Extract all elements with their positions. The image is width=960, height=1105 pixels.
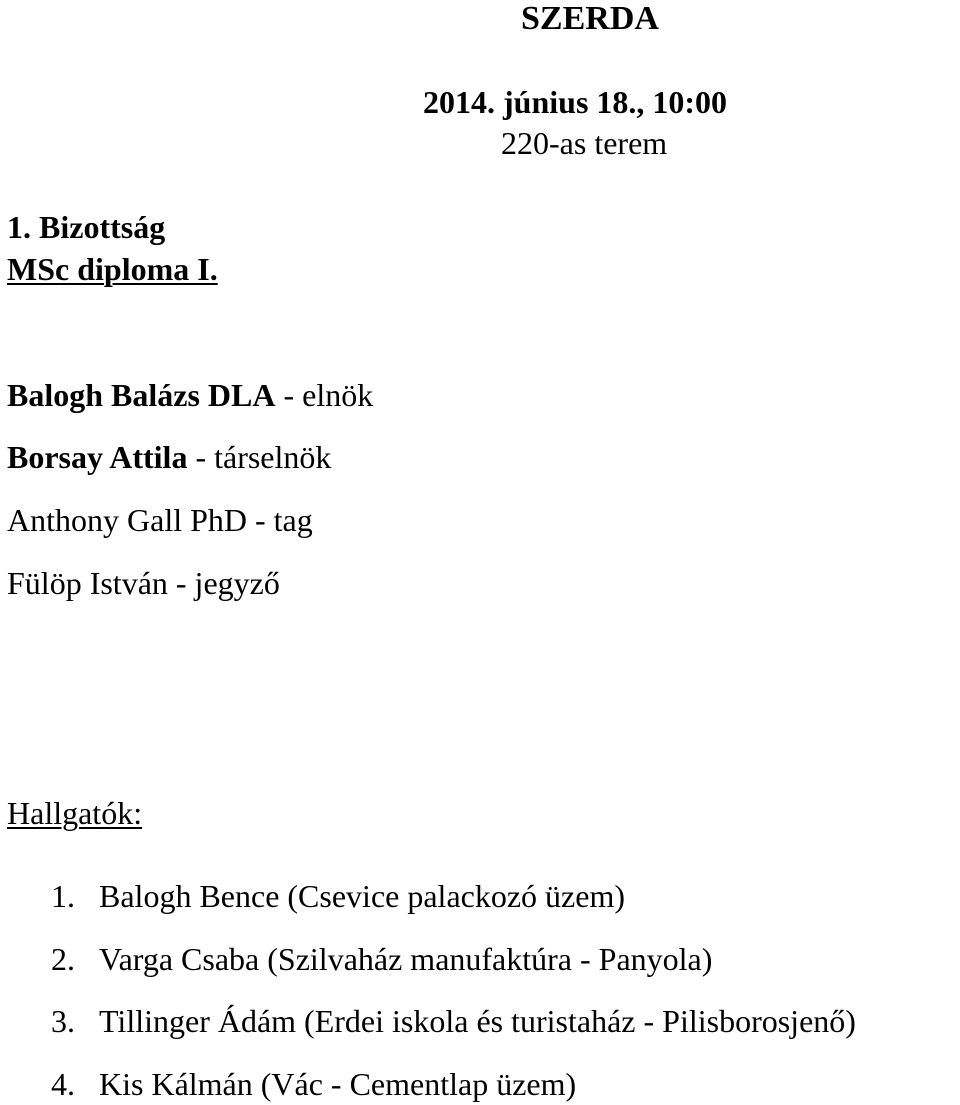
day-heading: SZERDA bbox=[521, 0, 659, 37]
member-member bbox=[7, 504, 313, 536]
member-cochair bbox=[7, 441, 331, 473]
student-entry: Balogh Bence (Csevice palackozó üzem) bbox=[99, 878, 625, 914]
member-name: Balogh Balázs DLA bbox=[7, 377, 276, 413]
student-number: 2. bbox=[51, 941, 75, 977]
student-number: 1. bbox=[51, 878, 75, 914]
member-secretary bbox=[7, 567, 280, 599]
member-role: - jegyző bbox=[175, 565, 280, 601]
student-number: 3. bbox=[51, 1003, 75, 1039]
student-entry: Varga Csaba (Szilvaház manufaktúra - Panyola) bbox=[99, 941, 713, 977]
student-entry: Kis Kálmán (Vác - Cementlap üzem) bbox=[99, 1066, 577, 1102]
member-name: Borsay Attila bbox=[7, 439, 188, 475]
student-entry: Tillinger Ádám (Erdei iskola és turistaház - Pilisborosjenő) bbox=[99, 1003, 856, 1039]
program-title: MSc diploma I. bbox=[7, 251, 218, 287]
member-name: Fülöp István bbox=[7, 565, 168, 601]
committee-title: 1. Bizottság bbox=[7, 209, 166, 245]
member-chair bbox=[7, 379, 373, 411]
member-role: - tag bbox=[255, 502, 313, 538]
student-number: 4. bbox=[51, 1066, 75, 1102]
member-name: Anthony Gall PhD bbox=[7, 502, 247, 538]
session-room: 220-as terem bbox=[501, 125, 668, 161]
session-datetime: 2014. június 18., 10:00 bbox=[423, 84, 728, 120]
students-heading: Hallgatók: bbox=[7, 795, 143, 831]
member-role: - elnök bbox=[283, 377, 374, 413]
member-role: - társelnök bbox=[195, 439, 332, 475]
